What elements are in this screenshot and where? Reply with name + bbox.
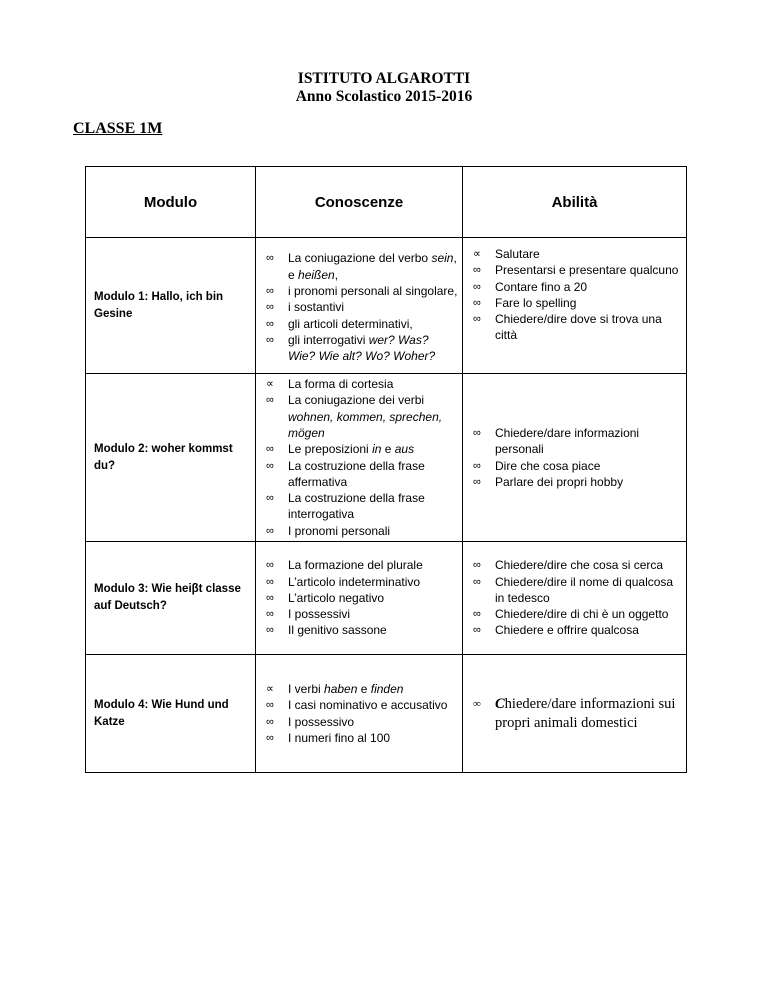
list-item: ∞ i pronomi personali al singolare, [256,283,462,299]
list-item: ∞ I casi nominativo e accusativo [256,697,462,713]
curriculum-table [85,166,687,773]
conoscenze-cell [256,374,463,542]
table-row [86,655,687,773]
list-item: ∝ Salutare [463,246,686,262]
abilita-cell [463,655,687,773]
list-item: ∞ Chiedere/dare informazioni sui propri animali domestici [463,695,686,733]
list-item: ∞ La costruzione della frase affermativa [256,458,462,491]
list-item: ∞ Presentarsi e presentare qualcuno [463,262,686,278]
class-title: CLASSE 1M [73,120,163,137]
list-item: ∝ I verbi haben e finden [256,681,462,697]
table-row [86,374,687,542]
abilita-cell [463,542,687,655]
school-year: Anno Scolastico 2015-2016 [295,88,473,105]
conoscenze-cell [256,655,463,773]
list-item: ∞ gli articoli determinativi, [256,316,462,332]
conoscenze-cell [256,238,463,374]
conoscenze-cell [256,542,463,655]
module-title: Modulo 2: woher kommst du? [86,374,256,542]
table-row [86,238,687,374]
document-header [0,70,768,106]
list-item: ∞ I possessivi [256,606,462,622]
header-conoscenze: Conoscenze [256,167,463,238]
header-modulo: Modulo [86,167,256,238]
list-item: ∞ gli interrogativi wer? Was? Wie? Wie alt? Wo? Woher? [256,332,462,365]
institute-name: ISTITUTO ALGAROTTI [297,70,471,87]
abilita-cell [463,238,687,374]
list-item: ∞ Chiedere/dire di chi è un oggetto [463,606,686,622]
list-item: ∞ Chiedere e offrire qualcosa [463,622,686,638]
abilita-cell [463,374,687,542]
list-item: ∞ La formazione del plurale [256,557,462,573]
list-item: ∞ Chiedere/dire dove si trova una città [463,311,686,344]
list-item: ∞ Le preposizioni in e aus [256,441,462,457]
header-abilita: Abilità [463,167,687,238]
list-item: ∝ La forma di cortesia [256,376,462,392]
list-item: ∞ I possessivo [256,714,462,730]
list-item: ∞ i sostantivi [256,299,462,315]
list-item: ∞ Il genitivo sassone [256,622,462,638]
list-item: ∞ L’articolo negativo [256,590,462,606]
list-item: ∞ Chiedere/dire che cosa si cerca [463,557,686,573]
list-item: ∞ L’articolo indeterminativo [256,574,462,590]
list-item: ∞ I numeri fino al 100 [256,730,462,746]
list-item: ∞ La coniugazione del verbo sein, e heißen, [256,250,462,283]
list-item: ∞ Chiedere/dire il nome di qualcosa in tedesco [463,574,686,607]
list-item: ∞ Parlare dei propri hobby [463,474,686,490]
module-title: Modulo 3: Wie heiβt classe auf Deutsch? [86,542,256,655]
table-header-row [86,167,687,238]
table-row [86,542,687,655]
list-item: ∞ Fare lo spelling [463,295,686,311]
module-title: Modulo 1: Hallo, ich bin Gesine [86,238,256,374]
list-item: ∞ Chiedere/dare informazioni personali [463,425,686,458]
module-title: Modulo 4: Wie Hund und Katze [86,655,256,773]
list-item: ∞ Dire che cosa piace [463,458,686,474]
list-item: ∞ La coniugazione dei verbi wohnen, kommen, sprechen, mögen [256,392,462,441]
list-item: ∞ Contare fino a 20 [463,279,686,295]
list-item: ∞ I pronomi personali [256,523,462,539]
list-item: ∞ La costruzione della frase interrogativa [256,490,462,523]
